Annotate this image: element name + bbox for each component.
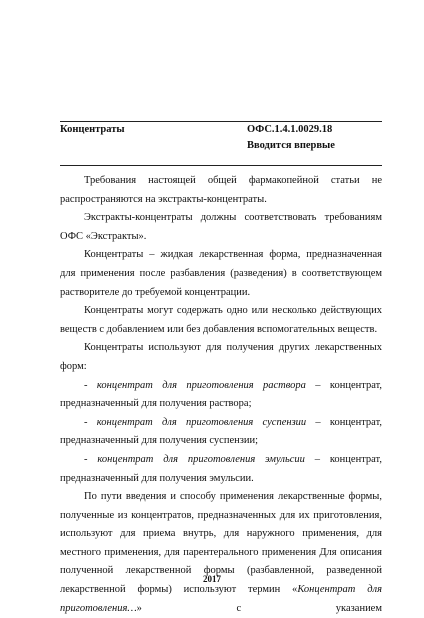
list-item-solution: - концентрат для приготовления раствора – концентрат, предназначенный для получения раствора; <box>60 379 383 410</box>
list-item-suspension: - концентрат для приготовления суспензии – концентрат, предназначенный для получения суспензии; <box>60 416 382 447</box>
document-status: Вводится впервые <box>247 140 335 151</box>
document-title: Концентраты <box>60 124 125 135</box>
paragraph-usage: Концентраты используют для получения других лекарственных форм: <box>60 342 382 372</box>
footer-year: 2017 <box>203 574 221 584</box>
header-bottom-rule <box>60 165 382 166</box>
paragraph-administration: По пути введения и способу применения лекарственные формы, полученные из концентратов, предназначенных для их приготовления, используют для приема внутрь, для наружного применения, для местного применения, для парентерального применения Для описания полученной лекарственной формы (разбавленной, разведенной лекарственной формы) используют термин «Концентрат для приготовления…» с указанием <box>60 491 382 614</box>
term-concentrate: Концентрат для приготовления… <box>60 584 382 614</box>
term-solution: концентрат для приготовления раствора <box>96 379 306 391</box>
term-suspension: концентрат для приготовления суспензии <box>96 416 307 428</box>
paragraph-scope: Требования настоящей общей фармакопейной статьи не распространяются на экстракты-концентраты. <box>60 175 382 205</box>
list-item-emulsion: - концентрат для приготовления эмульсии – концентрат, предназначенный для получения эмульсии. <box>60 453 382 484</box>
paragraph-composition: Концентраты могут содержать одно или несколько действующих веществ с добавлением или без добавления вспомогательных веществ. <box>60 305 382 335</box>
document-body <box>60 172 382 618</box>
document-code: ОФС.1.4.1.0029.18 <box>247 124 333 135</box>
paragraph-extracts: Экстракты-концентраты должны соответствовать требованиям ОФС «Экстракты». <box>60 212 382 242</box>
header-top-rule <box>60 121 382 122</box>
paragraph-definition: Концентраты – жидкая лекарственная форма, предназначенная для применения после разбавления (разведения) в соответствующем растворителе до требуемой концентрации. <box>60 249 382 298</box>
term-emulsion: концентрат для приготовления эмульсии <box>97 453 305 465</box>
